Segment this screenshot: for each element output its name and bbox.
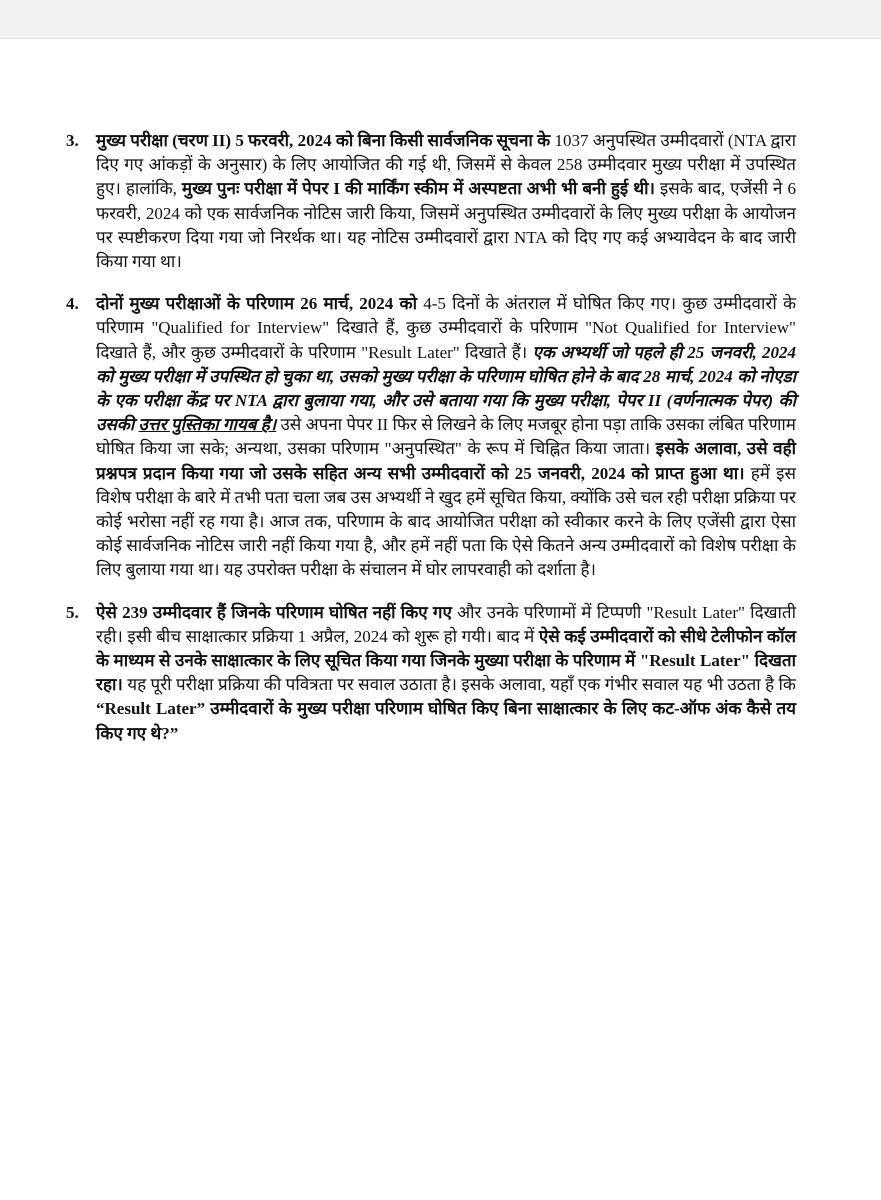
viewer-top-bar (0, 0, 881, 39)
text-segment: “Result Later” उम्मीदवारों के मुख्य परीक्षा परिणाम घोषित किए बिना साक्षात्कार के लिए कट-ऑफ अंक कैसे तय किए गए थे?” (96, 699, 796, 743)
text-segment: 4-5 दिनों के अंतराल में घोषित किए गए। कुछ उम्मीदवारों के परिणाम "Qualified for Interview" दिखाते हैं, कुछ उम्मीदवारों के परिणाम "Not Qualified for Interview" दिखाते हैं, और कुछ उम्मीदवारों के परिणाम "Result Later" दिखाते हैं। (96, 294, 796, 362)
text-segment: ऐसे कई उम्मीदवारों को सीधे टेलीफोन कॉल के माध्यम से उनके साक्षात्कार के लिए सूचित किया गया जिनके मुख्या परीक्षा के परिणाम में "Result Later" दिखता रहा। (96, 626, 796, 695)
text-segment: दोनों मुख्य परीक्षाओं के परिणाम 26 मार्च, 2024 को (96, 294, 417, 314)
text-segment: इसके बाद, एजेंसी ने 6 फरवरी, 2024 को एक सार्वजनिक नोटिस जारी किया, जिसमें अनुपस्थित उम्मीदवारों के लिए मुख्य परीक्षा के आयोजन पर स्पष्टीकरण दिया गया जो निरर्थक था। यह नोटिस उम्मीदवारों द्वारा NTA को दिए गए कई अभ्यावेदन के बाद जारी किया गया था। (96, 179, 796, 272)
list-item-4 (66, 292, 796, 582)
document-page (0, 39, 881, 1200)
text-segment: उत्तर पुस्तिका गायब है। (138, 415, 277, 435)
item-number: 3. (66, 131, 79, 150)
item-number: 4. (66, 294, 79, 314)
text-segment: इसके अलावा, उसे वही प्रश्नपत्र प्रदान किया गया जो उसके सहित अन्य सभी उम्मीदवारों को 25 जनवरी, 2024 को प्राप्त हुआ था। (96, 439, 797, 483)
text-segment: मुख्य पुनः परीक्षा में पेपर I की मार्किंग स्कीम में अस्पष्टता अभी भी बनी हुई थी। (181, 179, 655, 199)
text-segment: और उनके परिणामों में टिप्पणी "Result Later" दिखाती रही। इसी बीच साक्षात्कार प्रक्रिया 1 अप्रैल, 2024 को शुरू हो गयी। बाद में (96, 602, 796, 646)
text-segment: यह पूरी परीक्षा प्रक्रिया की पवित्रता पर सवाल उठाता है। इसके अलावा, यहाँ एक गंभीर सवाल यह भी उठता है कि (122, 675, 796, 695)
list-item-5 (66, 601, 796, 746)
item-number: 5. (66, 602, 79, 622)
numbered-list (66, 129, 796, 764)
text-segment: ऐसे 239 उम्मीदवार हैं जिनके परिणाम घोषित नहीं किए गए (96, 602, 452, 622)
text-segment: एक अभ्यर्थी जो पहले ही 25 जनवरी, 2024 को मुख्य परीक्षा में उपस्थित हो चुका था, उसको मुख्य परीक्षा के परिणाम घोषित होने के बाद 28 मार्च, 2024 को नोएडा के एक परीक्षा केंद्र पर NTA द्वारा बुलाया गया, और उसे बताया गया कि मुख्य परीक्षा, पेपर II (वर्णनात्मक पेपर) की उसकी (96, 342, 796, 435)
text-segment: 1037 अनुपस्थित उम्मीदवारों (NTA द्वारा दिए गए आंकड़ों के अनुसार) के लिए आयोजित की गई थी, जिसमें से केवल 258 उम्मीदवार मुख्य परीक्षा में उपस्थित हुए। हालांकि, (96, 131, 796, 199)
list-item-3 (66, 129, 796, 274)
text-segment: हमें इस विशेष परीक्षा के बारे में तभी पता चला जब उस अभ्यर्थी ने खुद हमें सूचित किया, क्योंकि उसे चल रही परीक्षा प्रक्रिया पर कोई भरोसा नहीं रह गया है। आज तक, परिणाम के बाद आयोजित परीक्षा को स्वीकार करने के लिए एजेंसी द्वारा ऐसा कोई सार्वजनिक नोटिस जारी नहीं किया गया है, और हमें नहीं पता कि ऐसे कितने अन्य उम्मीदवारों को विशेष परीक्षा के लिए बुलाया गया था। यह उपरोक्त परीक्षा के संचालन में घोर लापरवाही को दर्शाता है। (96, 463, 796, 580)
text-segment: मुख्य परीक्षा (चरण II) 5 फरवरी, 2024 को बिना किसी सार्वजनिक सूचना के (96, 131, 551, 150)
text-segment: उसे अपना पेपर II फिर से लिखने के लिए मजबूर होना पड़ा ताकि उसका लंबित परिणाम घोषित किया जा सके; अन्यथा, उसका परिणाम "अनुपस्थित" के रूप में चिह्नित किया जाता। (96, 415, 796, 459)
